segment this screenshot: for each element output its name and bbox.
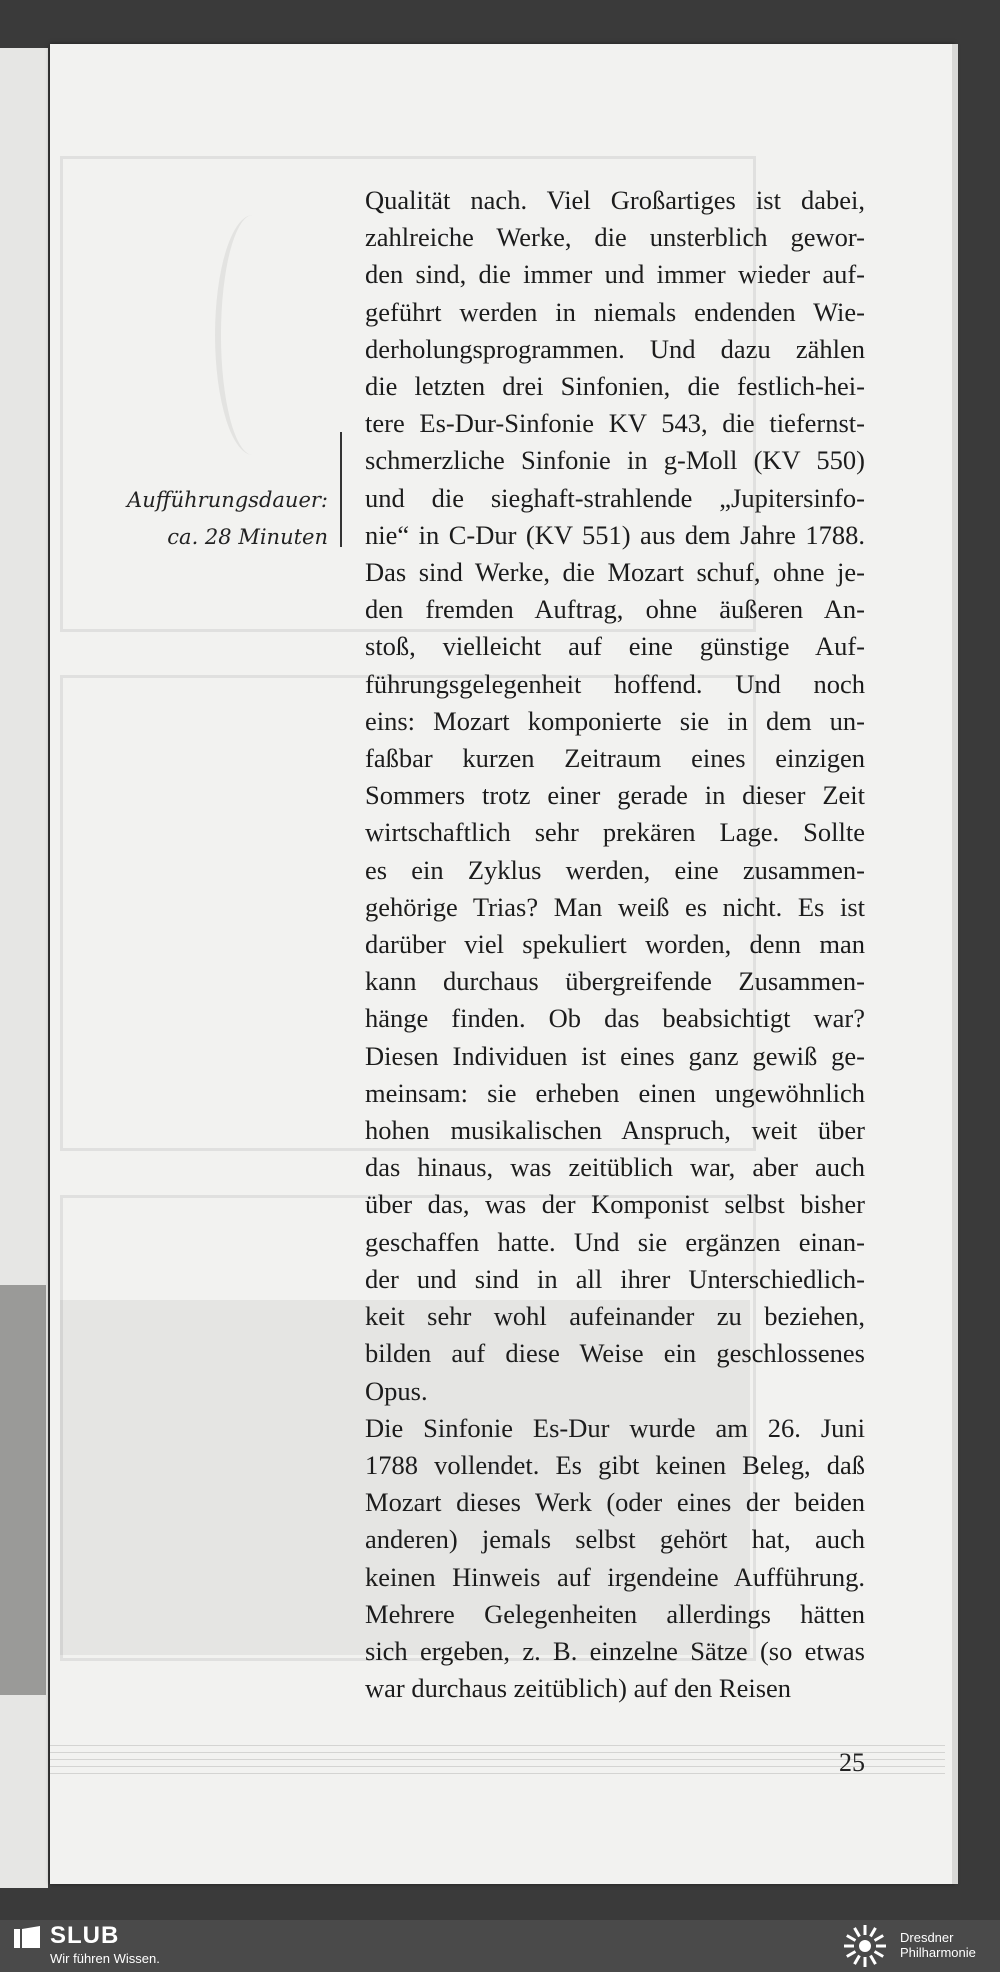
text-line: bilden auf diese Weise ein geschlossenes: [365, 1338, 865, 1369]
text-line: Mehrere Gelegenheiten allerdings hätten: [365, 1598, 865, 1629]
text-line: sich ergeben, z. B. einzelne Sätze (so etwas: [365, 1635, 865, 1666]
text-line: kann durchaus übergreifende Zusammen-: [365, 966, 865, 997]
viewer-footer-bar: [0, 1920, 1000, 1972]
show-through-signature: [215, 215, 291, 455]
text-line: Qualität nach. Viel Großartiges ist dabei,: [365, 185, 865, 215]
body-text: [365, 182, 865, 1707]
text-line: derholungsprogrammen. Und dazu zählen: [365, 333, 865, 364]
slub-logo-icon: [14, 1926, 40, 1948]
page-number: 25: [839, 1748, 865, 1777]
text-line: Mozart dieses Werk (oder eines der beiden: [365, 1487, 865, 1518]
text-line: keit sehr wohl aufeinander zu beziehen,: [365, 1301, 865, 1332]
slub-title[interactable]: SLUB: [50, 1922, 120, 1949]
partner-name[interactable]: Dresdner Philharmonie: [900, 1930, 976, 1960]
text-line: geschaffen hatte. Und sie ergänzen einan-: [365, 1226, 865, 1257]
text-line: es ein Zyklus werden, eine zusammen-: [365, 854, 865, 885]
text-line: tere Es-Dur-Sinfonie KV 543, die tiefernst-: [365, 408, 865, 439]
text-line: den sind, die immer und immer wieder auf-: [365, 259, 865, 290]
text-line: wirtschaftlich sehr prekären Lage. Sollte: [365, 817, 865, 848]
text-line: war durchaus zeitüblich) auf den Reisen: [365, 1673, 792, 1704]
text-line: darüber viel spekuliert worden, denn man: [365, 929, 865, 960]
text-line: anderen) jemals selbst gehört hat, auch: [365, 1524, 865, 1555]
text-line: keinen Hinweis auf irgendeine Aufführung.: [365, 1561, 865, 1592]
text-line: hänge finden. Ob das beabsichtigt war?: [365, 1003, 865, 1034]
text-line: führungsgelegenheit hoffend. Und noch: [365, 668, 865, 699]
page-edge: [952, 44, 958, 1884]
text-line: und die sieghaft-strahlende „Jupitersinfo-: [365, 482, 865, 513]
text-line: stoß, vielleicht auf eine günstige Auf-: [365, 631, 865, 662]
text-line: Diesen Individuen ist eines ganz gewiß ge-: [365, 1040, 865, 1071]
text-line: Sommers trotz einer gerade in dieser Zeit: [365, 780, 865, 811]
duration-value: ca. 28 Minuten: [167, 525, 328, 549]
text-line: eins: Mozart komponierte sie in dem un-: [365, 705, 865, 736]
text-line: das hinaus, was zeitüblich war, aber auch: [365, 1152, 865, 1183]
text-line: Die Sinfonie Es-Dur wurde am 26. Juni: [365, 1412, 865, 1443]
text-line: gehörige Trias? Man weiß es nicht. Es ist: [365, 891, 865, 922]
slub-tagline: Wir führen Wissen.: [50, 1951, 160, 1966]
philharmonie-logo-icon: [842, 1923, 888, 1969]
text-line: hohen musikalischen Anspruch, weit über: [365, 1115, 865, 1146]
text-line: der und sind in all ihrer Unterschiedlich-: [365, 1263, 865, 1294]
text-line: meinsam: sie erheben einen ungewöhnlich: [365, 1077, 865, 1108]
text-line: die letzten drei Sinfonien, die festlich-hei-: [365, 371, 865, 402]
text-line: Opus.: [365, 1375, 428, 1406]
text-line: nie“ in C-Dur (KV 551) aus dem Jahre 1788.: [365, 519, 865, 550]
text-line: den fremden Auftrag, ohne äußeren An-: [365, 594, 865, 625]
text-line: faßbar kurzen Zeitraum eines einzigen: [365, 743, 865, 774]
previous-page-photo: [0, 1285, 46, 1695]
text-line: 1788 vollendet. Es gibt keinen Beleg, daß: [365, 1449, 865, 1480]
margin-rule: [340, 432, 342, 547]
text-line: Das sind Werke, die Mozart schuf, ohne je-: [365, 557, 865, 588]
margin-note: [100, 482, 328, 556]
duration-label: Aufführungsdauer:: [127, 488, 328, 512]
text-line: zahlreiche Werke, die unsterblich gewor-: [365, 222, 865, 253]
text-line: schmerzliche Sinfonie in g-Moll (KV 550): [365, 445, 865, 476]
text-line: geführt werden in niemals endenden Wie-: [365, 296, 865, 327]
text-line: über das, was der Komponist selbst bisher: [365, 1189, 865, 1220]
